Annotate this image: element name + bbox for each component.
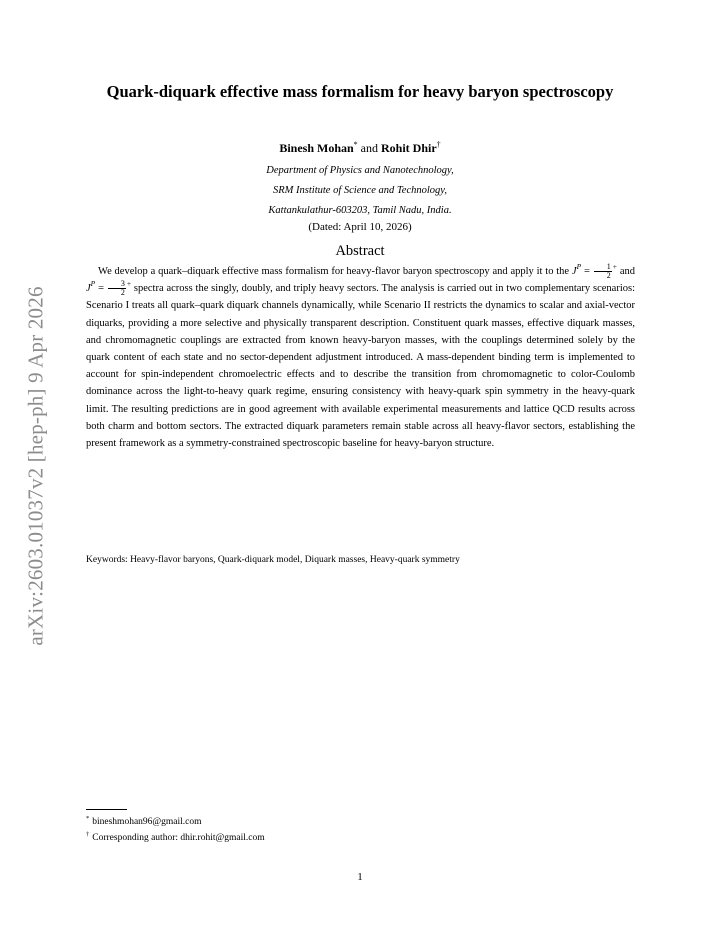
- fraction-numerator: 3: [108, 280, 126, 289]
- math-operator: =: [581, 266, 593, 277]
- math-superscript: P: [576, 262, 582, 271]
- footnote-mark: †: [436, 140, 441, 149]
- abstract-text: spectra across the singly, doubly, and triply heavy sectors. The analysis is carried out in two complementary scenarios: Scenario I treats all quark–quark diquark channels dynamically, while Scenario II restricts the dynamics to scalar and axial-vector diquarks, providing a more selective and physically transparent description. Constituent quark masses, effective diquark masses, and chromomagnetic couplings are extracted from known heavy-baryon masses, with the couplings determined solely by the quark content of each state and no sector-dependent adjustment introduced. A mass-dependent binding term is implemented to account for spin-independent chromoelectric effects and to describe the transition from chromomagnetic to color-Coulomb dominance across the light-to-heavy quark regime, ensuring consistency with heavy-quark spin symmetry in the heavy-quark limit. The resulting predictions are in good agreement with available experimental measurements and lattice QCD results across both charm and bottom sectors. The extracted diquark parameters remain stable across all heavy-flavor sectors, establishing the present framework as a symmetry-constrained spectroscopic baseline for heavy-baryon structure.: [86, 283, 635, 450]
- abstract-text: We develop a quark–diquark effective mass formalism for heavy-flavor baryon spectroscopy and apply it to the: [98, 266, 572, 277]
- page-number: 1: [357, 871, 363, 883]
- fraction-denominator: 2: [120, 288, 125, 298]
- keywords: Keywords: Heavy-flavor baryons, Quark-diquark model, Diquark masses, Heavy-quark symmetry: [86, 555, 460, 565]
- affiliation-line: SRM Institute of Science and Technology,: [273, 185, 447, 196]
- footnote-text: bineshmohan96@gmail.com: [92, 817, 202, 827]
- affiliation-line: Department of Physics and Nanotechnology,: [266, 165, 454, 176]
- abstract-body: [86, 263, 635, 452]
- math-superscript: P: [90, 279, 96, 289]
- abstract-text: and: [617, 266, 635, 277]
- math-symbol: J: [86, 283, 91, 295]
- affiliation-line: Kattankulathur-603203, Tamil Nadu, India.: [268, 205, 452, 216]
- author-conjunction: and: [360, 141, 378, 155]
- fraction-denominator: 2: [606, 271, 611, 280]
- footnote-text: Corresponding author: dhir.rohit@gmail.com: [92, 832, 265, 843]
- footnote-mark: *: [86, 815, 90, 822]
- footnote: [86, 831, 586, 847]
- fraction-numerator: 1: [594, 263, 612, 272]
- author-name: Rohit Dhir: [381, 141, 437, 155]
- parity-superscript: +: [126, 279, 132, 289]
- paper-title: Quark-diquark effective mass formalism for heavy baryon spectroscopy: [106, 82, 614, 101]
- fraction: [108, 280, 126, 297]
- arxiv-identifier: arXiv:2603.01037v2 [hep-ph] 9 Apr 2026: [23, 286, 48, 646]
- footnote-divider: [86, 809, 127, 810]
- footnote-mark: †: [86, 830, 90, 838]
- abstract-heading: Abstract: [335, 243, 385, 259]
- affiliation: [90, 161, 630, 221]
- date-line: (Dated: April 10, 2026): [308, 221, 412, 233]
- footnotes: [86, 815, 586, 846]
- math-symbol: J: [571, 266, 577, 277]
- author-name: Binesh Mohan: [279, 141, 354, 155]
- footnote: [86, 815, 586, 831]
- parity-superscript: +: [612, 262, 617, 271]
- fraction: [594, 263, 612, 280]
- math-operator: =: [95, 283, 107, 295]
- author-line: [90, 140, 630, 156]
- footnote-mark: *: [353, 140, 358, 149]
